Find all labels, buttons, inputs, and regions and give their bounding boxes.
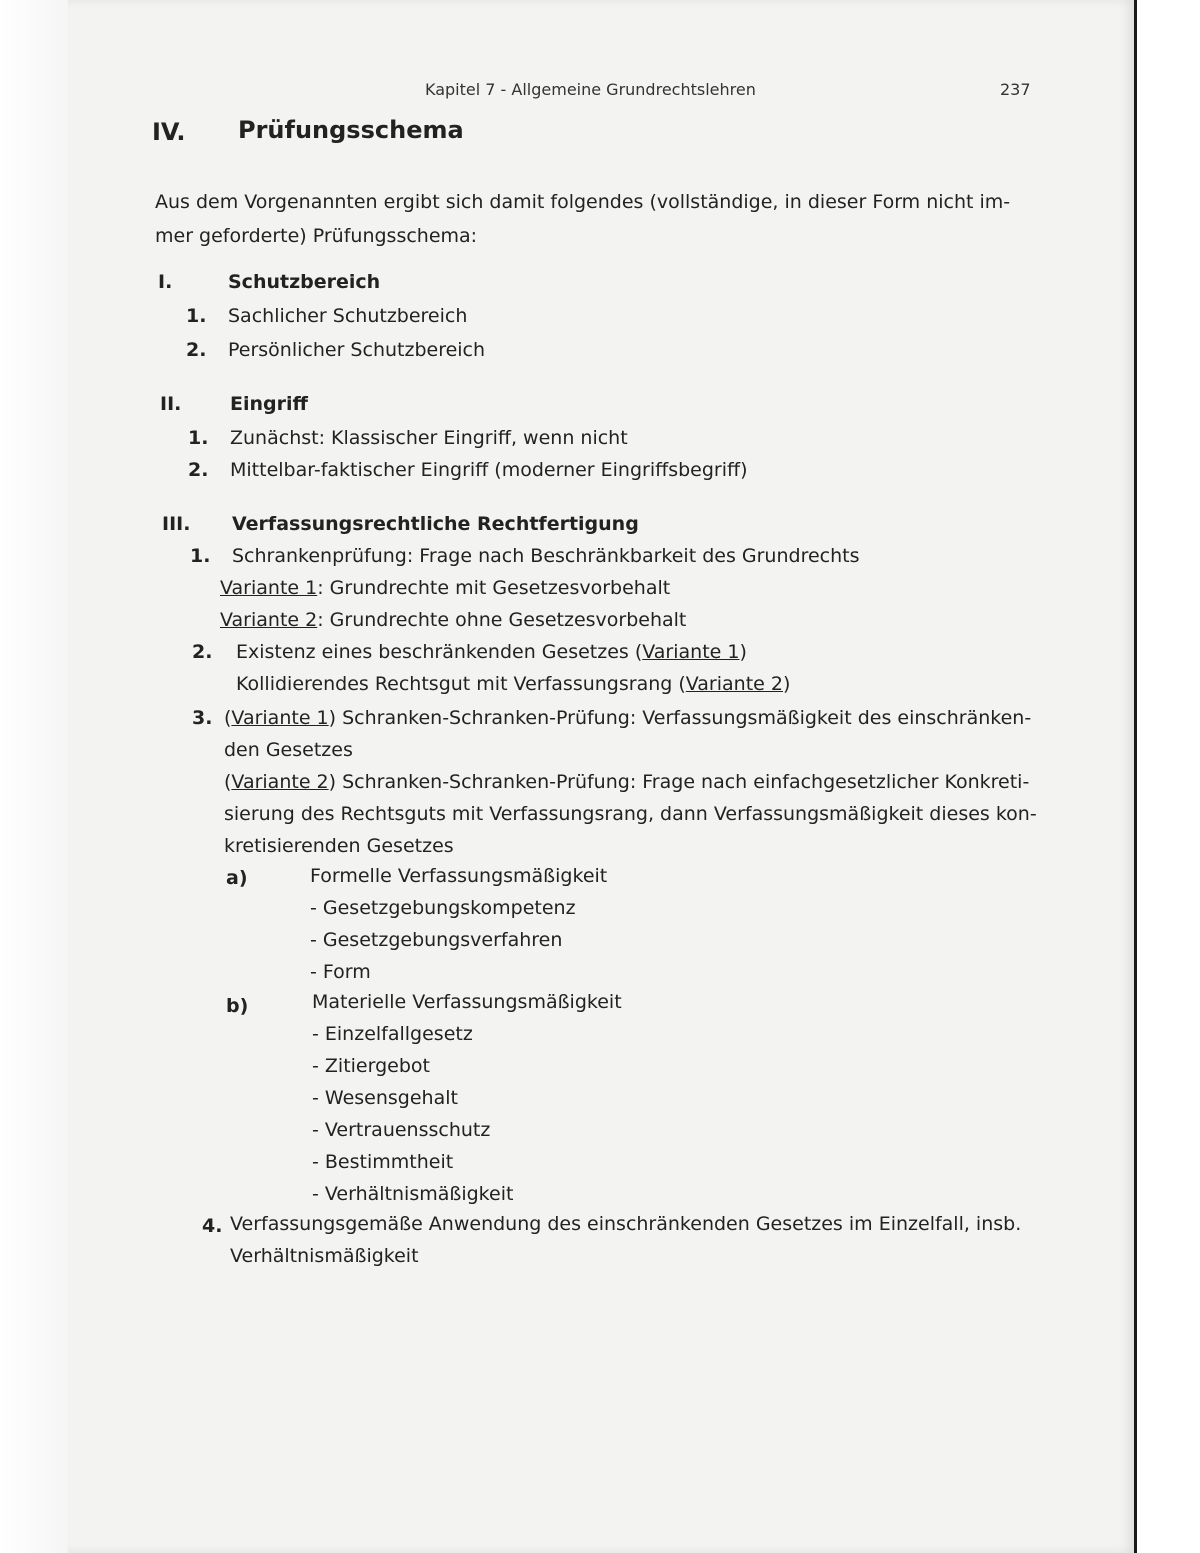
part3-item3-line5: kretisierenden Gesetzes [224, 835, 454, 857]
sub-b-point-1: - Einzelfallgesetz [312, 1023, 473, 1045]
part3-item3-line3 [224, 766, 1029, 798]
part3-item3-line1 [224, 702, 1031, 734]
part3-item4-line2: Verhältnismäßigkeit [230, 1245, 419, 1267]
item2-line2-close: ) [782, 673, 791, 695]
part2-number: II. [160, 393, 182, 415]
part1-title: Schutzbereich [228, 271, 381, 293]
item2-line2-text: Kollidierendes Rechtsgut mit Verfassungsrang ( [236, 673, 686, 695]
item2-line2-variant: Variante 2 [685, 673, 783, 695]
item3-rest2: ) Schranken-Schranken-Prüfung: Frage nach einfachgesetzlicher Konkreti- [328, 771, 1030, 793]
part1-item1-text: Sachlicher Schutzbereich [228, 305, 468, 327]
part2-item2-text: Mittelbar-faktischer Eingriff (moderner Eingriffsbegriff) [230, 459, 748, 481]
part3-item3-line4: sierung des Rechtsguts mit Verfassungsrang, dann Verfassungsmäßigkeit dieses kon- [224, 803, 1037, 825]
part1-item2-number: 2. [186, 339, 207, 361]
sub-a-point-3: - Form [310, 961, 371, 983]
part3-item2-line2 [236, 668, 790, 700]
part2-item1-text: Zunächst: Klassischer Eingriff, wenn nicht [230, 427, 628, 449]
section-number: IV. [152, 118, 186, 146]
section-title: Prüfungsschema [238, 116, 464, 144]
variant-1-text: : Grundrechte mit Gesetzesvorbehalt [317, 577, 671, 599]
variant-2-text: : Grundrechte ohne Gesetzesvorbehalt [317, 609, 687, 631]
page-number: 237 [1000, 80, 1031, 99]
part1-item1-number: 1. [186, 305, 207, 327]
part3-title: Verfassungsrechtliche Rechtfertigung [232, 513, 639, 535]
page-right-edge [1134, 0, 1200, 1553]
part1-number: I. [158, 271, 173, 293]
sub-a-point-1: - Gesetzgebungskompetenz [310, 897, 576, 919]
part3-item1-variant1-line [220, 572, 670, 604]
sub-b-label: b) [226, 995, 249, 1017]
sub-b-point-6: - Verhältnismäßigkeit [312, 1183, 514, 1205]
part3-item1-variant2-line [220, 604, 686, 636]
variant-1-label: Variante 1 [220, 577, 318, 599]
page-left-margin [0, 0, 68, 1553]
part3-item4-line1: Verfassungsgemäße Anwendung des einschränkenden Gesetzes im Einzelfall, insb. [230, 1213, 1022, 1235]
sub-b-point-2: - Zitiergebot [312, 1055, 430, 1077]
part2-item2-number: 2. [188, 459, 209, 481]
part3-item2-number: 2. [192, 641, 213, 663]
part3-item2-line1 [236, 636, 747, 668]
item3-open1: ( [224, 707, 232, 729]
part3-item1-text: Schrankenprüfung: Frage nach Beschränkbarkeit des Grundrechts [232, 545, 860, 567]
item3-variant2: Variante 2 [231, 771, 329, 793]
item3-rest1: ) Schranken-Schranken-Prüfung: Verfassungsmäßigkeit des einschränken- [328, 707, 1032, 729]
sub-a-point-2: - Gesetzgebungsverfahren [310, 929, 563, 951]
part3-item3-line2: den Gesetzes [224, 739, 353, 761]
variant-2-label: Variante 2 [220, 609, 318, 631]
sub-b-title: Materielle Verfassungsmäßigkeit [312, 991, 622, 1013]
part3-number: III. [162, 513, 191, 535]
intro-line-2: mer geforderte) Prüfungsschema: [155, 225, 478, 247]
item2-line1-close: ) [739, 641, 747, 663]
part3-item4-number: 4. [202, 1215, 223, 1237]
intro-line-1: Aus dem Vorgenannten ergibt sich damit folgendes (vollständige, in dieser Form nicht im- [155, 191, 1011, 213]
running-header: Kapitel 7 - Allgemeine Grundrechtslehren [425, 80, 756, 99]
part2-title: Eingriff [230, 393, 308, 415]
part2-item1-number: 1. [188, 427, 209, 449]
item2-line1-variant: Variante 1 [642, 641, 740, 663]
part3-item1-number: 1. [190, 545, 211, 567]
part3-item3-number: 3. [192, 707, 213, 729]
part1-item2-text: Persönlicher Schutzbereich [228, 339, 486, 361]
sub-a-title: Formelle Verfassungsmäßigkeit [310, 865, 608, 887]
item3-variant1: Variante 1 [231, 707, 329, 729]
item3-open2: ( [224, 771, 232, 793]
sub-a-label: a) [226, 867, 248, 889]
sub-b-point-4: - Vertrauensschutz [312, 1119, 491, 1141]
sub-b-point-5: - Bestimmtheit [312, 1151, 454, 1173]
item2-line1-text: Existenz eines beschränkenden Gesetzes ( [236, 641, 643, 663]
sub-b-point-3: - Wesensgehalt [312, 1087, 458, 1109]
